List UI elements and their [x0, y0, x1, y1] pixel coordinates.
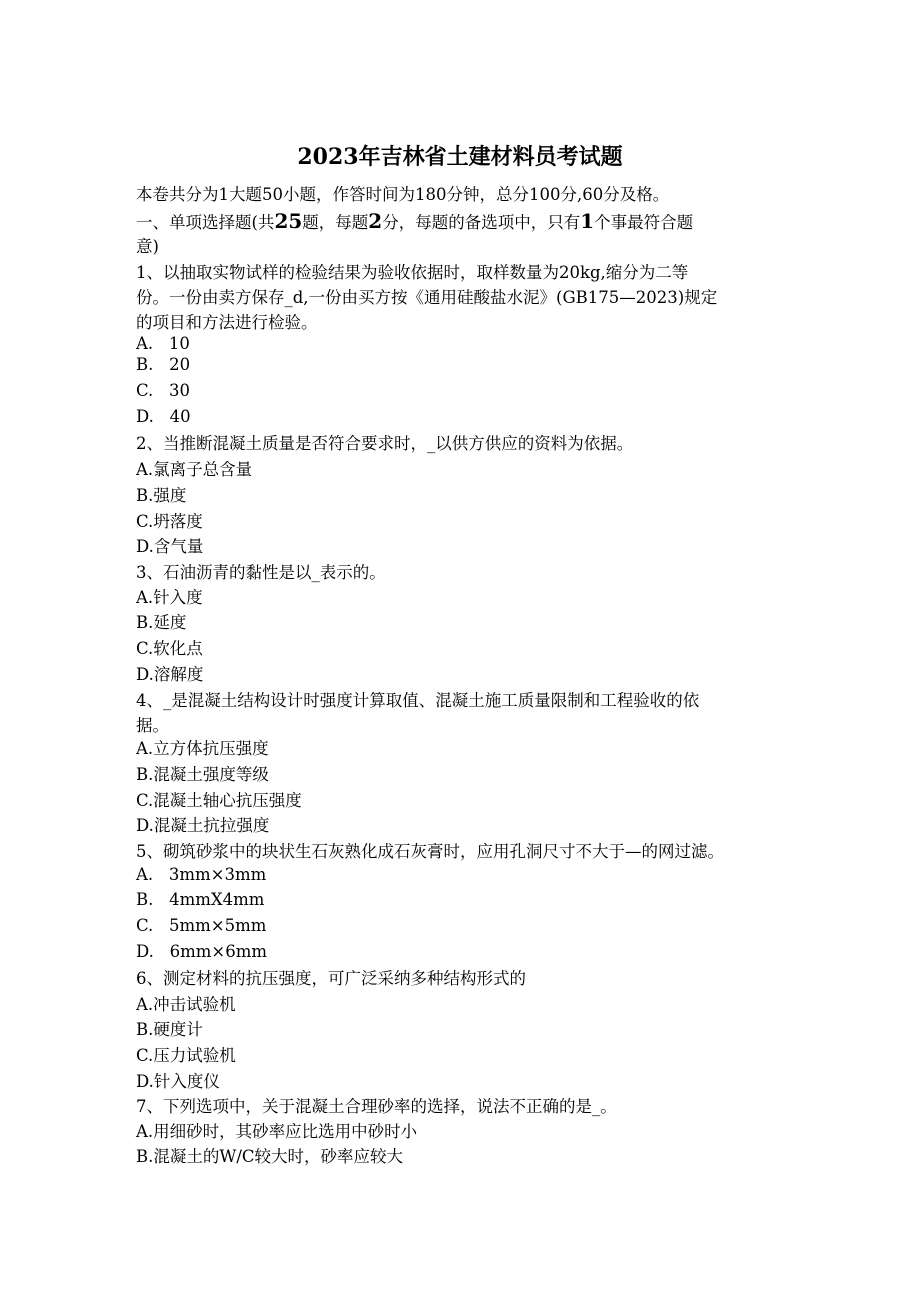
answer-option: A.立方体抗压强度 — [136, 739, 269, 758]
page-title: 2023年吉林省土建材料员考试题 — [297, 144, 623, 170]
answer-option: D.混凝土抗拉强度 — [136, 816, 270, 835]
answer-option: B. 20 — [136, 355, 191, 374]
question-score: 2 — [368, 209, 383, 233]
answer-option: C. 30 — [136, 381, 191, 400]
question-stem: 2、当推断混凝土质量是否符合要求时，_以供方供应的资料为依据。 — [136, 434, 634, 453]
answer-option: C.混凝土轴心抗压强度 — [136, 791, 302, 810]
question-stem: 7、下列选项中，关于混凝土合理砂率的选择，说法不正确的是_。 — [136, 1097, 617, 1116]
answer-option: D.含气量 — [136, 537, 204, 556]
section-heading-text: 分，每题的备选项中，只有 — [382, 213, 581, 232]
section-heading — [136, 210, 693, 234]
correct-count: 1 — [580, 209, 595, 233]
section-heading-cont: 意) — [136, 237, 159, 256]
answer-option: D.溶解度 — [136, 665, 204, 684]
section-heading-text: 一、单项选择题(共 — [136, 213, 275, 232]
answer-option: C.压力试验机 — [136, 1046, 236, 1065]
answer-option: B.硬度计 — [136, 1020, 203, 1039]
answer-option: B.混凝土强度等级 — [136, 765, 269, 784]
exam-intro: 本卷共分为1大题50小题，作答时间为180分钟，总分100分,60分及格。 — [136, 185, 670, 204]
answer-option: A.用细砂时，其砂率应比选用中砂时小 — [136, 1122, 418, 1141]
question-stem: 的项目和方法进行检验。 — [136, 313, 318, 332]
answer-option: B.混凝土的W/C较大时，砂率应较大 — [136, 1147, 404, 1166]
answer-option: B.延度 — [136, 613, 187, 632]
question-stem: 5、砌筑砂浆中的块状生石灰熟化成石灰膏时，应用孔洞尺寸不大于—的网过滤。 — [136, 842, 724, 861]
answer-option: C.坍落度 — [136, 512, 203, 531]
answer-option: D. 6mm×6mm — [136, 942, 268, 961]
question-stem: 份。一份由卖方保存_d,一份由买方按《通用硅酸盐水泥》(GB175—2023)规定 — [136, 288, 718, 307]
question-count: 25 — [274, 209, 303, 233]
answer-option: B.强度 — [136, 486, 187, 505]
answer-option: A. 10 — [136, 334, 190, 353]
question-stem: 3、石油沥青的黏性是以_表示的。 — [136, 563, 386, 582]
answer-option: C. 5mm×5mm — [136, 916, 267, 935]
answer-option: A.冲击试验机 — [136, 995, 236, 1014]
section-heading-text: 题，每题 — [302, 213, 369, 232]
answer-option: C.软化点 — [136, 639, 203, 658]
question-stem: 6、测定材料的抗压强度，可广泛采纳多种结构形式的 — [136, 969, 526, 988]
answer-option: D.针入度仪 — [136, 1072, 220, 1091]
question-stem: 据。 — [136, 716, 169, 735]
answer-option: A.针入度 — [136, 588, 203, 607]
section-heading-text: 个事最符合题 — [594, 213, 694, 232]
answer-option: A.氯离子总含量 — [136, 460, 253, 479]
answer-option: D. 40 — [136, 407, 191, 426]
answer-option: A. 3mm×3mm — [136, 865, 267, 884]
answer-option: B. 4mmX4mm — [136, 890, 265, 909]
question-stem: 4、_是混凝土结构设计时强度计算取值、混凝土施工质量限制和工程验收的依 — [136, 691, 700, 710]
question-stem: 1、以抽取实物试样的检验结果为验收依据时，取样数量为20kg,缩分为二等 — [136, 263, 689, 282]
